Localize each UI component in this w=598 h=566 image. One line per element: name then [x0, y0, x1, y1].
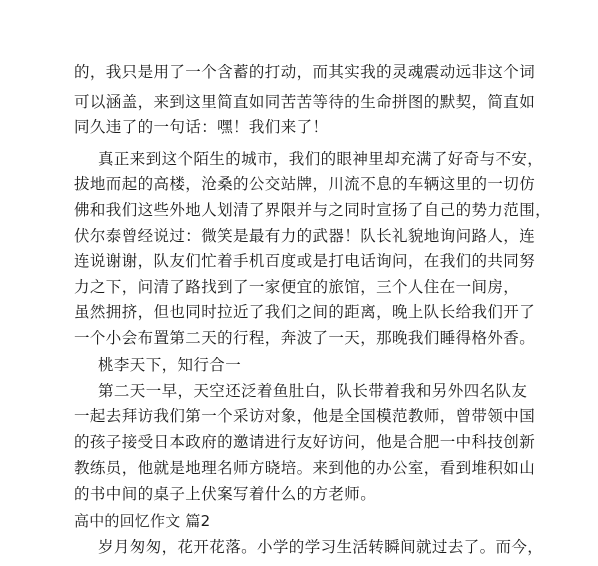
- paragraph-line: 同久违了的一句话：嘿！我们来了！: [74, 118, 329, 136]
- paragraph-line: 的孩子接受日本政府的邀请进行友好访问，他是合肥一中科技创新: [74, 433, 536, 451]
- paragraph-line: 岁月匆匆，花开花落。小学的学习生活转瞬间就过去了。而今，: [98, 538, 544, 556]
- paragraph-line: 可以涵盖，来到这里简直如同苦苦等待的生命拼图的默契，简直如: [74, 93, 536, 111]
- paragraph-line: 第二天一早，天空还泛着鱼肚白，队长带着我和另外四名队友: [98, 382, 528, 400]
- paragraph-line: 佛和我们这些外地人划清了界限并与之同时宣扬了自己的势力范围，: [74, 201, 552, 219]
- paragraph-line: 一个小会布置第二天的行程，奔波了一天，那晚我们睡得格外香。: [74, 329, 536, 347]
- paragraph-line: 虽然拥挤，但也同时拉近了我们之间的距离，晚上队长给我们开了: [74, 303, 536, 321]
- paragraph-line: 连说谢谢，队友们忙着手机百度或是打电话询问，在我们的共同努: [74, 252, 536, 270]
- section-subtitle: 桃李天下，知行合一: [98, 356, 242, 374]
- paragraph-line: 拔地而起的高楼，沧桑的公交站牌，川流不息的车辆这里的一切仿: [74, 175, 536, 193]
- paragraph-line: 教练员，他就是地理名师方晓培。来到他的办公室，看到堆积如山: [74, 459, 536, 477]
- section-heading: 高中的回忆作文 篇2: [74, 512, 211, 530]
- paragraph-line: 伏尔泰曾经说过：微笑是最有力的武器！队长礼貌地询问路人，连: [74, 227, 536, 245]
- paragraph-line: 的，我只是用了一个含蓄的打动，而其实我的灵魂震动远非这个词: [74, 63, 536, 81]
- paragraph-line: 力之下，问清了路找到了一家便宜的旅馆，三个人住在一间房，: [74, 278, 520, 296]
- paragraph-line: 的书中间的桌子上伏案写着什么的方老师。: [74, 485, 377, 503]
- paragraph-line: 一起去拜访我们第一个采访对象，他是全国模范教师，曾带领中国: [74, 407, 536, 425]
- paragraph-line: 真正来到这个陌生的城市，我们的眼神里却充满了好奇与不安，: [98, 150, 544, 168]
